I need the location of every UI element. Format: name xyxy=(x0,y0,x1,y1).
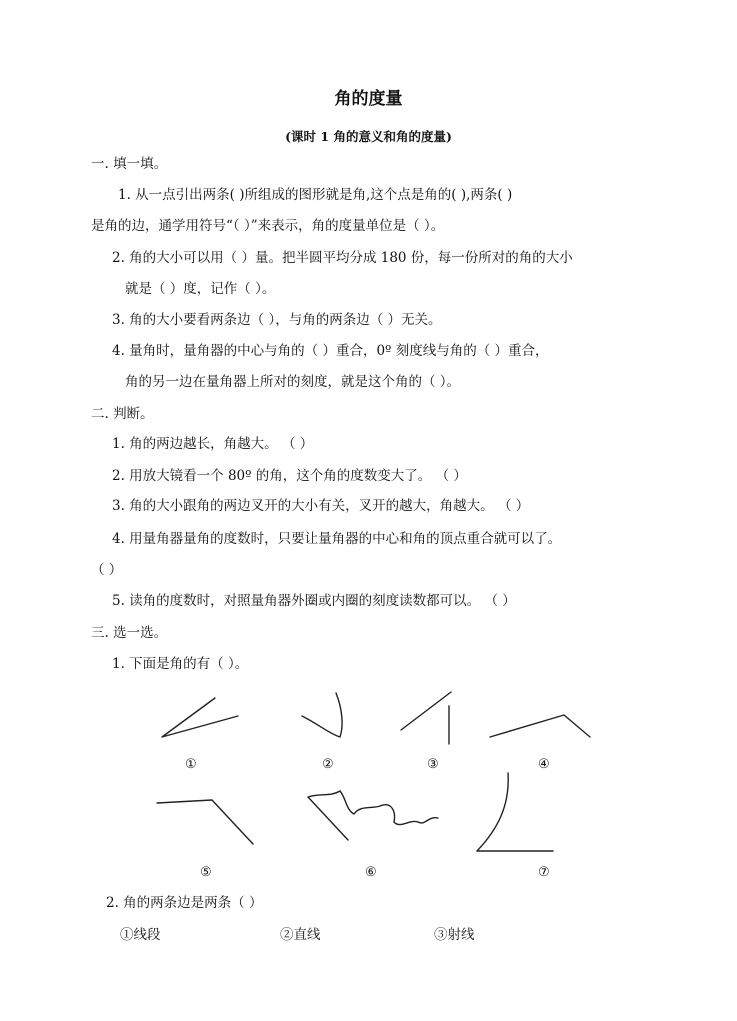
figure-2-label: ② xyxy=(322,757,334,772)
s3-q2: 2. 角的两条边是两条（ ） xyxy=(106,895,263,911)
option-2: ②直线 xyxy=(280,927,321,943)
s2-q2: 2. 用放大镜看一个 80º 的角，这个角的度数变大了。 （ ） xyxy=(112,468,467,484)
figure-4-shape xyxy=(490,715,590,737)
figure-5-shape xyxy=(157,800,253,844)
figure-1-label: ① xyxy=(185,757,197,772)
s2-q4-line2: （ ） xyxy=(91,562,123,578)
s2-q1: 1. 角的两边越长，角越大。 （ ） xyxy=(112,436,314,452)
figure-2-shape xyxy=(302,693,342,737)
figure-4-label: ④ xyxy=(538,757,550,772)
page-title: 角的度量 xyxy=(334,89,403,109)
s1-q4-line1: 4. 量角时，量角器的中心与角的（ ）重合，0º 刻度线与角的（ ）重合， xyxy=(112,343,549,359)
s1-q2-line2: 就是（ ）度，记作（ ）。 xyxy=(125,281,276,297)
s2-q3: 3. 角的大小跟角的两边叉开的大小有关，叉开的越大，角越大。 （ ） xyxy=(112,498,530,514)
option-1: ①线段 xyxy=(120,927,161,943)
lesson-subtitle: (课时 1 角的意义和角的度量) xyxy=(285,129,452,144)
section-2-heading: 二. 判断。 xyxy=(91,406,154,422)
s3-q1: 1. 下面是角的有（ ）。 xyxy=(112,656,249,672)
figure-5-label: ⑤ xyxy=(200,865,212,880)
figure-6-label: ⑥ xyxy=(365,865,377,880)
option-3: ③射线 xyxy=(434,927,475,943)
s1-q4-line2: 角的另一边在量角器上所对的刻度，就是这个角的（ ）。 xyxy=(125,374,461,390)
figure-3-label: ③ xyxy=(427,757,439,772)
figure-6-shape xyxy=(308,791,438,840)
figure-3-line-a xyxy=(401,692,451,730)
section-1-heading: 一. 填一填。 xyxy=(91,156,168,172)
s2-q4-line1: 4. 用量角器量角的度数时，只要让量角器的中心和角的顶点重合就可以了。 xyxy=(112,531,562,547)
figure-1-shape xyxy=(162,698,238,737)
figure-7-arc xyxy=(477,773,508,851)
s1-q2-line1: 2. 角的大小可以用（ ）量。把半圆平均分成 180 份，每一份所对的角的大小 xyxy=(112,250,573,266)
figure-7-label: ⑦ xyxy=(538,865,550,880)
s1-q3: 3. 角的大小要看两条边（ ），与角的两条边（ ）无关。 xyxy=(112,312,442,328)
s1-q1-line1: 1. 从一点引出两条( )所组成的图形就是角,这个点是角的( ),两条( ) xyxy=(118,187,513,203)
s1-q1-line2: 是角的边，通学用符号“（ ）”来表示，角的度量单位是（ ）。 xyxy=(91,218,445,234)
s2-q5: 5. 读角的度数时，对照量角器外圈或内圈的刻度读数都可以。 （ ） xyxy=(112,593,516,609)
section-3-heading: 三. 选一选。 xyxy=(91,625,168,641)
